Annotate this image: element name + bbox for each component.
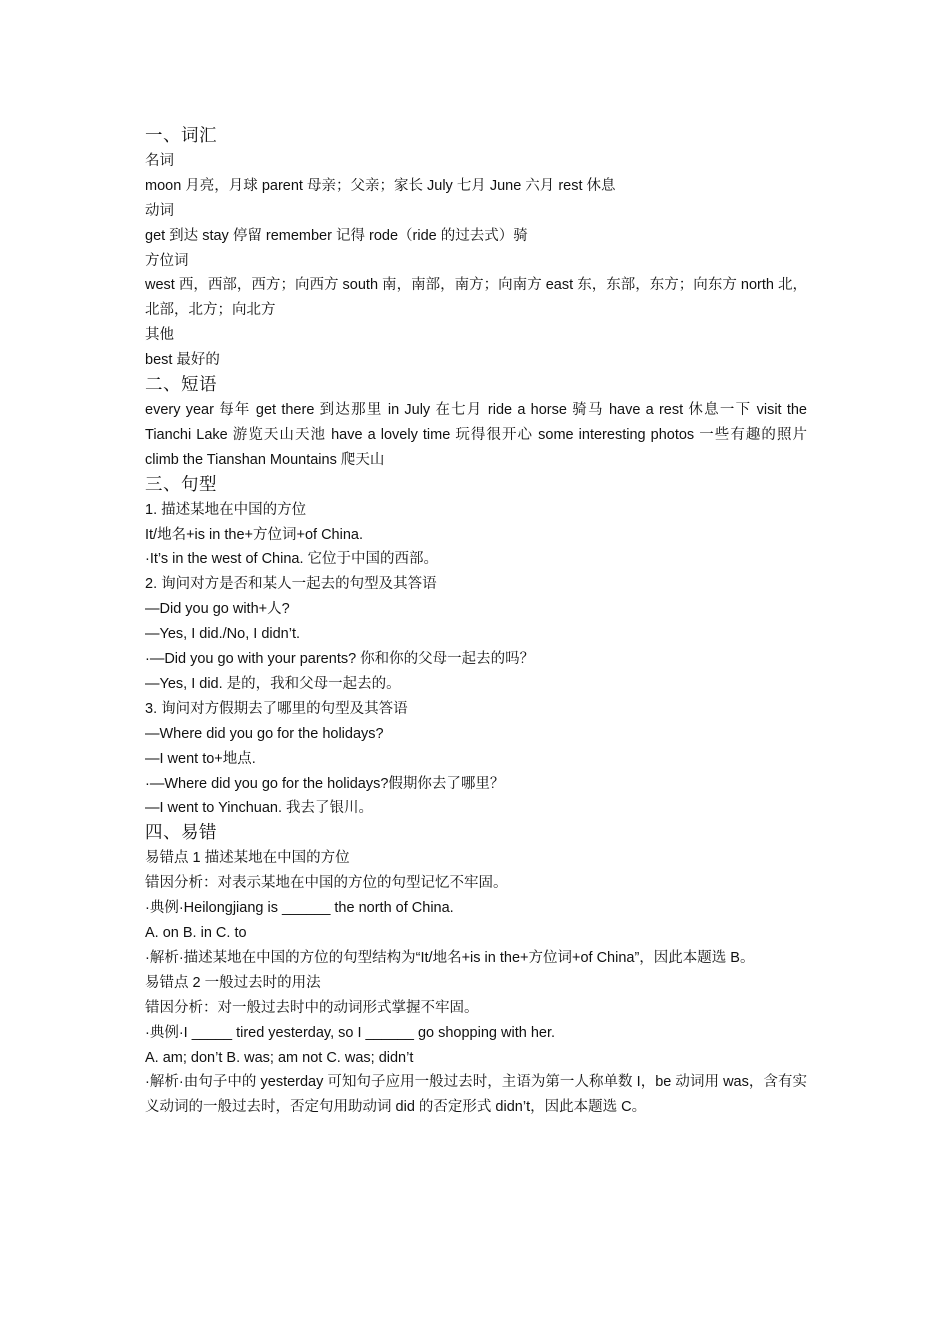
pattern-1-example: ·It’s in the west of China. 它位于中国的西部。 xyxy=(145,551,439,568)
mistake-1-example: ·典例·Heilongjiang is ______ the north of China. xyxy=(145,900,454,917)
pattern-2-question: —Did you go with+人? xyxy=(145,601,290,618)
pattern-1-structure: It/地名+is in the+方位词+of China. xyxy=(145,526,363,543)
other-list: best 最好的 xyxy=(145,352,220,369)
pattern-1-title: 1. 描述某地在中国的方位 xyxy=(145,501,307,518)
noun-list: moon 月亮，月球 parent 母亲；父亲；家长 July 七月 June 六月 rest 休息 xyxy=(145,177,616,194)
mistake-2-title: 易错点 2 一般过去时的用法 xyxy=(145,974,321,991)
other-label: 其他 xyxy=(145,327,174,344)
mistake-2-analysis: ·解析·由句子中的 yesterday 可知句子应用一般过去时，主语为第一人称单数 I，be 动词用 was，含有实义动词的一般过去时，否定句用助动词 did 的否定形式 didn’t，因此本题选 C。 xyxy=(145,1074,807,1116)
verb-label: 动词 xyxy=(145,202,174,219)
mistake-1-analysis: ·解析·描述某地在中国的方位的句型结构为“It/地名+is in the+方位词+of China”，因此本题选 B。 xyxy=(145,949,755,966)
direction-label: 方位词 xyxy=(145,252,189,269)
phrase-list: every year 每年 get there 到达那里 in July 在七月 ride a horse 骑马 have a rest 休息一下 visit the Tianchi Lake 游览天山天池 have a lovely time 玩得很开心 some interesting photos 一些有趣的照片 climb the Tianshan Mountains 爬天山 xyxy=(145,401,807,468)
mistake-1-title: 易错点 1 描述某地在中国的方位 xyxy=(145,850,350,867)
pattern-3-example-question: ·—Where did you go for the holidays?假期你去了哪里？ xyxy=(145,775,505,792)
mistake-2-reason: 错因分析：对一般过去时中的动词形式掌握不牢固。 xyxy=(145,999,479,1016)
pattern-2-answer: —Yes, I did./No, I didn’t. xyxy=(145,626,301,643)
noun-label: 名词 xyxy=(145,152,174,169)
pattern-3-example-answer: —I went to Yinchuan. 我去了银川。 xyxy=(145,800,374,817)
section-heading-mistakes: 四、易错 xyxy=(145,823,217,844)
direction-list: west 西，西部，西方；向西方 south 南，南部，南方；向南方 east 东，东部，东方；向东方 north 北，北部，北方；向北方 xyxy=(145,277,807,319)
mistake-2-options: A. am; don’t B. was; am not C. was; didn’t xyxy=(145,1049,414,1066)
section-heading-sentences: 三、句型 xyxy=(145,474,217,495)
pattern-3-answer: —I went to+地点. xyxy=(145,750,256,767)
section-heading-vocabulary: 一、词汇 xyxy=(145,126,217,146)
section-heading-phrases: 二、短语 xyxy=(145,375,217,396)
pattern-3-title: 3. 询问对方假期去了哪里的句型及其答语 xyxy=(145,700,408,717)
pattern-3-question: —Where did you go for the holidays? xyxy=(145,725,384,742)
mistake-2-example: ·典例·I _____ tired yesterday, so I ______ go shopping with her. xyxy=(145,1024,556,1041)
mistake-1-options: A. on B. in C. to xyxy=(145,925,247,941)
pattern-2-example-answer: —Yes, I did. 是的，我和父母一起去的。 xyxy=(145,675,401,692)
document-page xyxy=(145,124,807,1120)
pattern-2-example-question: ·—Did you go with your parents? 你和你的父母一起去的吗？ xyxy=(145,651,535,668)
pattern-2-title: 2. 询问对方是否和某人一起去的句型及其答语 xyxy=(145,576,437,593)
mistake-1-reason: 错因分析：对表示某地在中国的方位的句型记忆不牢固。 xyxy=(145,875,508,892)
verb-list: get 到达 stay 停留 remember 记得 rode（ride 的过去式）骑 xyxy=(145,227,528,244)
